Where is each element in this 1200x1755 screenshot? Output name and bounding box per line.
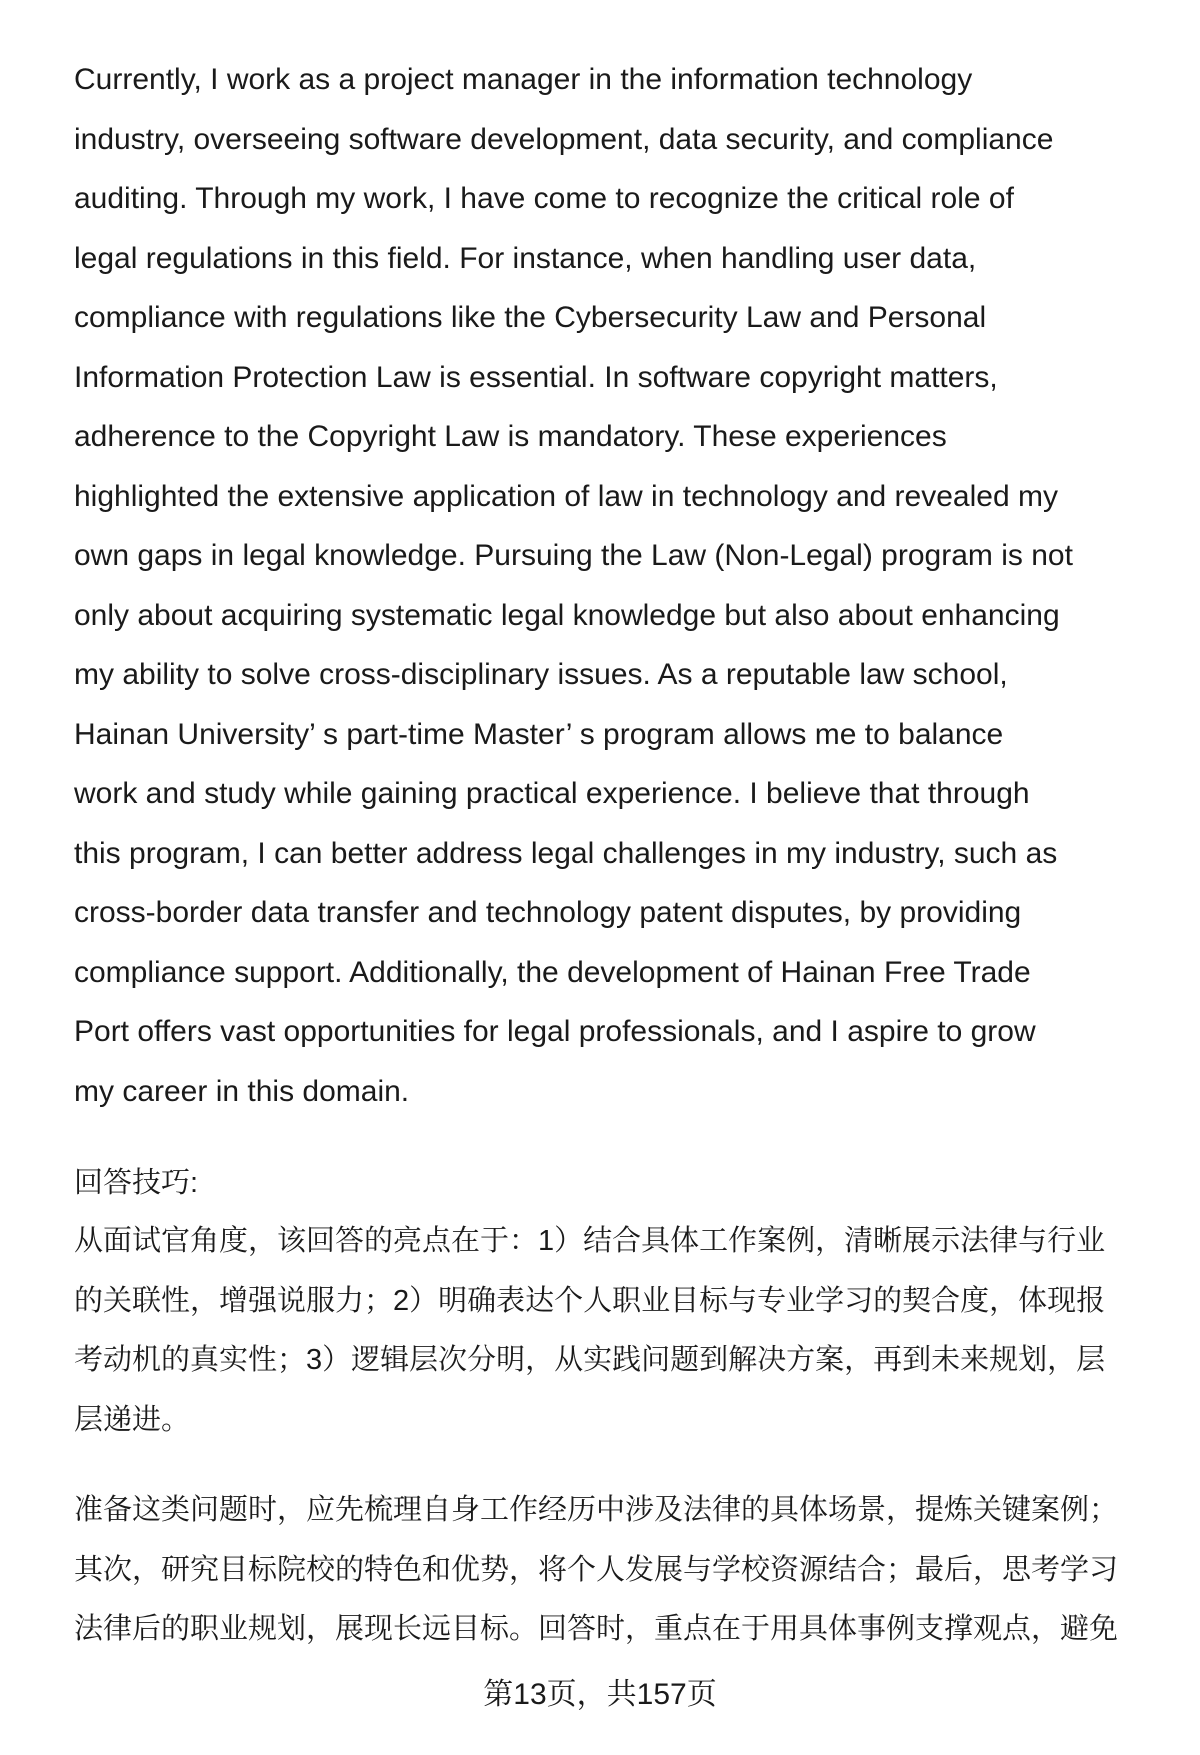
- answer-text-line: highlighted the extensive application of law in technology and revealed my: [74, 479, 1058, 513]
- prep-text-line: 法律后的职业规划，展现长远目标。回答时，重点在于用具体事例支撑观点，避免: [74, 1613, 1119, 1645]
- tips-text-line: 从面试官角度，该回答的亮点在于：1）结合具体工作案例，清晰展示法律与行业: [74, 1225, 1106, 1257]
- prep-text-line: 其次，研究目标院校的特色和优势，将个人发展与学校资源结合；最后，思考学习: [74, 1553, 1119, 1586]
- answer-text-line: own gaps in legal knowledge. Pursuing the Law (Non-Legal) program is not: [74, 539, 1073, 572]
- answer-text-line: only about acquiring systematic legal knowledge but also about enhancing: [74, 598, 1060, 632]
- answer-text-line: this program, I can better address legal challenges in my industry, such as: [74, 836, 1058, 870]
- tips-text-line: 考动机的真实性；3）逻辑层次分明，从实践问题到解决方案，再到未来规划，层: [74, 1344, 1106, 1377]
- answer-text-line: Hainan University’ s part-time Master’ s program allows me to balance: [74, 717, 1004, 751]
- tips-text-line: 的关联性，增强说服力；2）明确表达个人职业目标与专业学习的契合度，体现报: [74, 1284, 1106, 1317]
- tips-heading: 回答技巧:: [74, 1167, 199, 1199]
- answer-text-line: auditing. Through my work, I have come to recognize the critical role of: [74, 182, 1014, 215]
- answer-text-line: industry, overseeing software development, data security, and compliance: [74, 122, 1054, 156]
- answer-text-line: legal regulations in this field. For instance, when handling user data,: [74, 241, 977, 275]
- answer-text-line: compliance support. Additionally, the development of Hainan Free Trade: [74, 955, 1031, 989]
- answer-text-line: Currently, I work as a project manager in the information technology: [74, 63, 973, 96]
- prep-text-line: 准备这类问题时，应先梳理自身工作经历中涉及法律的具体场景，提炼关键案例；: [74, 1494, 1119, 1526]
- answer-text-line: Port offers vast opportunities for legal professionals, and I aspire to grow: [74, 1015, 1036, 1048]
- answer-text-line: work and study while gaining practical experience. I believe that through: [74, 777, 1030, 810]
- tips-text-line: 层递进。: [74, 1403, 191, 1436]
- answer-text-line: my career in this domain.: [74, 1074, 410, 1108]
- page-number-footer: 第13页，共157页: [483, 1678, 717, 1711]
- answer-text-line: adherence to the Copyright Law is mandatory. These experiences: [74, 420, 947, 453]
- answer-text-line: Information Protection Law is essential. In software copyright matters,: [74, 360, 998, 394]
- answer-text-line: cross-border data transfer and technology patent disputes, by providing: [74, 896, 1022, 929]
- answer-text-line: compliance with regulations like the Cybersecurity Law and Personal: [74, 301, 987, 334]
- answer-text-line: my ability to solve cross-disciplinary issues. As a reputable law school,: [74, 658, 1008, 691]
